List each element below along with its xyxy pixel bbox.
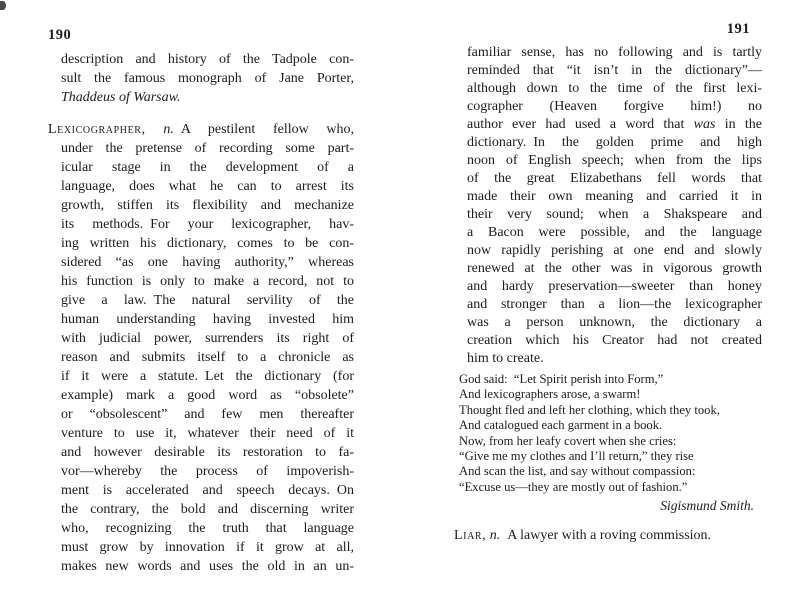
text-line: Sigismund Smith. xyxy=(660,498,754,514)
text-line: noon of English speech; when from the lips xyxy=(467,153,762,168)
small-caps-term: Liar, xyxy=(454,528,487,544)
text-line: human understanding having invested him xyxy=(61,312,354,327)
body-block xyxy=(48,50,354,107)
page-number-left: 190 xyxy=(48,27,72,43)
text-line: must grow by innovation if it grow at all, xyxy=(61,540,354,555)
text-line: Now, from her leafy covert when she cries: xyxy=(459,433,677,448)
text-line: a Bacon were possible, and the language xyxy=(467,225,762,240)
text-line: his function is only to make a record, not to xyxy=(61,274,354,289)
text-line: creation which his Creator had not created xyxy=(467,333,762,348)
text-line: icular stage in the development of a xyxy=(61,160,354,175)
text-line: although down to the time of the first lexi- xyxy=(467,81,762,96)
text-line: example) mark a good word as “obsolete” xyxy=(61,388,354,403)
page-number-right: 191 xyxy=(726,21,750,37)
text-line: familiar sense, has no following and is tartly xyxy=(467,45,762,60)
text-line: sidered “as one having authority,” whereas xyxy=(61,255,354,270)
text-line: with judicial power, surrenders its right of xyxy=(61,331,354,346)
text-line: ment is accelerated and speech decays. On xyxy=(61,483,354,498)
text-line: description and history of the Tadpole con- xyxy=(61,52,354,67)
attribution-block xyxy=(454,497,762,514)
text-line: now rapidly perishing at one end and slowly xyxy=(467,243,762,258)
text-line: their very sound; when a Shakspeare and xyxy=(467,207,762,222)
text-line: God said: “Let Spirit perish into Form,” xyxy=(459,372,664,386)
text-line: growth, stiffen its flexibility and mechanize xyxy=(61,198,354,213)
text-line: of the great Elizabethans fell words that xyxy=(467,171,762,186)
text-line: author ever had used a word that was in the xyxy=(467,117,762,132)
text-line: dictionary. In the golden prime and high xyxy=(467,135,762,150)
scan-artifact xyxy=(0,1,6,10)
page-right-text-column xyxy=(454,44,762,545)
text-line: if it were a statute. Let the dictionary (for xyxy=(61,369,354,384)
text-line: renewed at the other was in vigorous growth xyxy=(467,261,762,276)
text-line: under the pretense of recording some part- xyxy=(61,141,354,156)
text-line: was a person unknown, the dictionary a xyxy=(467,315,762,330)
text-line: him to create. xyxy=(467,351,544,366)
entry-block xyxy=(454,527,762,545)
verse-block xyxy=(454,372,762,495)
text-line: its methods. For your lexicographer, hav- xyxy=(61,217,354,232)
page-left xyxy=(48,26,354,576)
text-line: venture to use it, whatever their need of it xyxy=(61,426,354,441)
text-line: And catalogued each garment in a book. xyxy=(459,418,663,433)
body-block xyxy=(454,44,762,368)
text-line: language, does what he can to arrest its xyxy=(61,179,354,194)
text-line: give a law. The natural servility of the xyxy=(61,293,354,308)
text-line: “Give me my clothes and I’ll return,” they rise xyxy=(459,449,694,464)
text-line: and hardy preservation—sweeter than honey xyxy=(467,279,762,294)
small-caps-term: Lexicographer, xyxy=(48,122,146,137)
text-line: who, recognizing the truth that language xyxy=(61,521,354,536)
text-line: reminded that “it isn’t in the dictionary”— xyxy=(467,63,762,78)
page-right xyxy=(454,20,762,545)
text-line: and stronger than a lion—the lexicographer xyxy=(467,297,762,312)
text-line: “Excuse us—they are mostly out of fashion.” xyxy=(459,479,688,494)
page-left-text-column xyxy=(48,50,354,576)
text-line: cographer (Heaven forgive him!) no xyxy=(467,99,762,114)
text-line: vor—whereby the process of impoverish- xyxy=(61,464,354,479)
text-line: Liar, n. A lawyer with a roving commission. xyxy=(454,528,712,544)
text-line: And lexicographers arose, a swarm! xyxy=(459,387,641,402)
entry-block xyxy=(48,120,354,576)
text-line: Lexicographer, n. A pestilent fellow who, xyxy=(48,122,354,137)
text-line: sult the famous monograph of Jane Porter, xyxy=(61,71,354,86)
text-line: or “obsolescent” and few men thereafter xyxy=(61,407,354,422)
text-line: makes new words and uses the old in an un- xyxy=(61,559,354,574)
text-line: the contrary, the bold and discerning writer xyxy=(61,502,354,517)
text-line: made their own meaning and carried it in xyxy=(467,189,762,204)
text-line: Thought fled and left her clothing, which they took, xyxy=(459,402,720,417)
text-line: and however desirable its restoration to fa- xyxy=(61,445,354,460)
text-line: reason and submits itself to a chronicle as xyxy=(61,350,354,365)
text-line: Thaddeus of Warsaw. xyxy=(61,90,181,105)
text-line: ing written his dictionary, comes to be con- xyxy=(61,236,354,251)
text-line: And scan the list, and say without compassion: xyxy=(459,464,696,479)
